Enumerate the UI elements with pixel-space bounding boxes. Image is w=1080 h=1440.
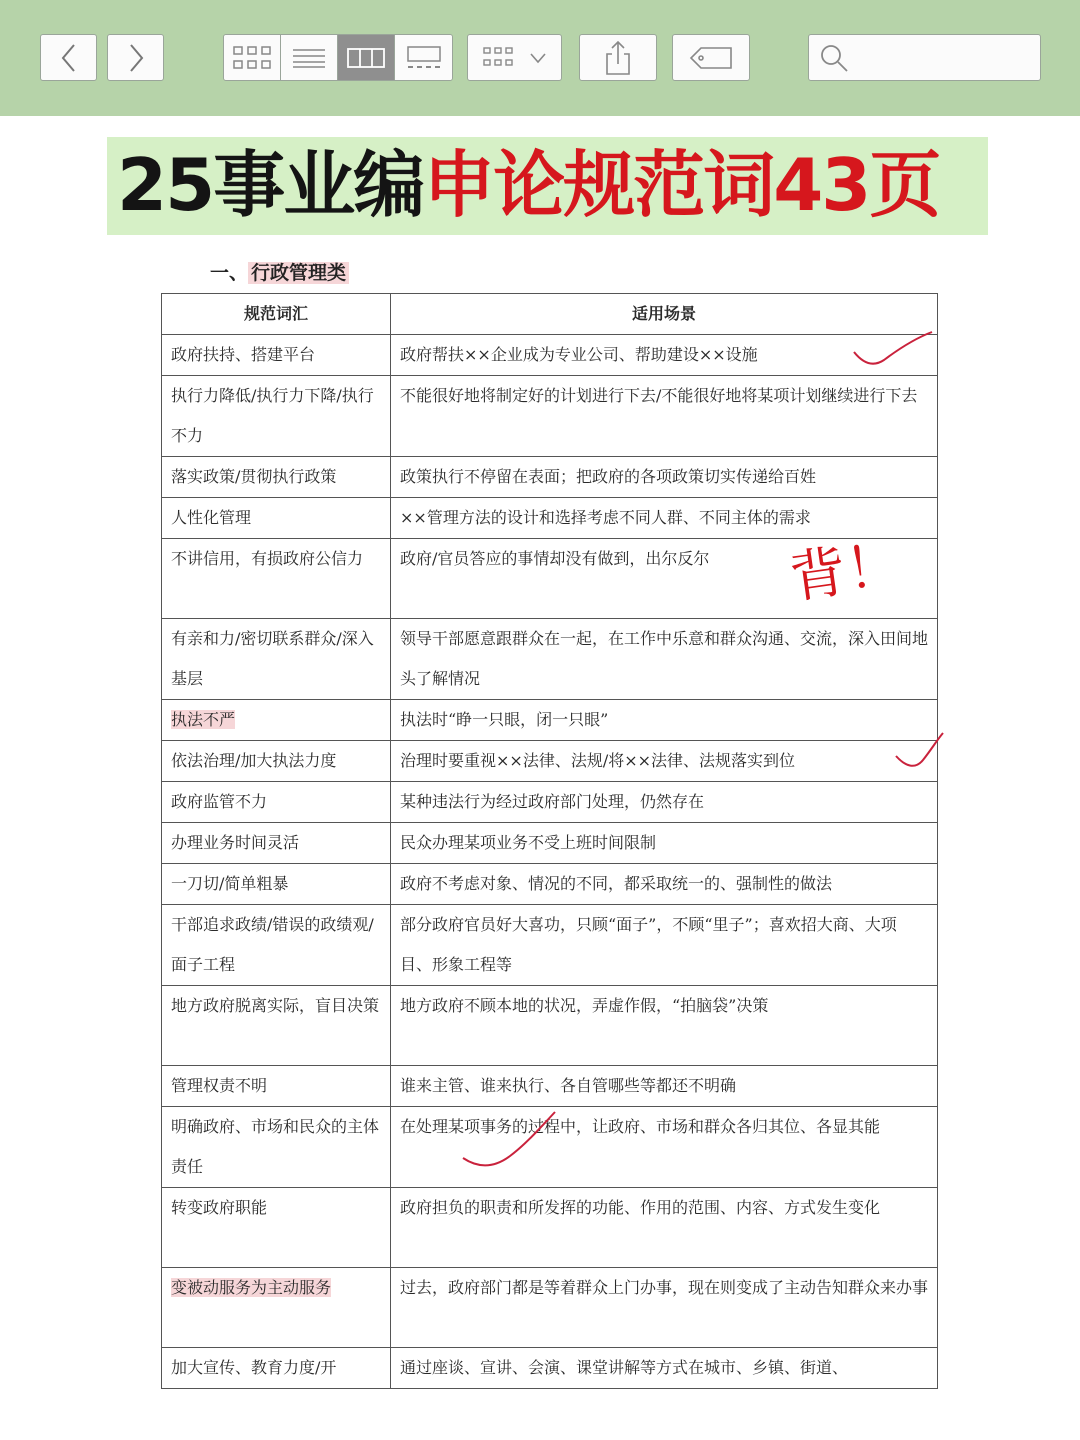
- term-cell: [162, 864, 391, 905]
- term-cell: [162, 741, 391, 782]
- forward-button[interactable]: [107, 34, 164, 81]
- scene-cell: 谁来主管、谁来执行、各自管哪些等都还不明确: [391, 1066, 938, 1107]
- vocab-table: [161, 293, 938, 1389]
- view-list-button[interactable]: [281, 35, 338, 80]
- title-prefix: 25事业编: [117, 143, 424, 227]
- scene-cell: 在处理某项事务的过程中，让政府、市场和群众各归其位、各显其能: [391, 1107, 938, 1188]
- table-row: [162, 457, 938, 498]
- term-text: 办理业务时间灵活: [171, 833, 300, 852]
- scene-cell: 政府帮扶××企业成为专业公司、帮助建设××设施: [391, 335, 938, 376]
- table-row: [162, 1348, 938, 1389]
- term-cell: [162, 1348, 391, 1389]
- table-row: [162, 376, 938, 457]
- scene-cell: 通过座谈、宣讲、会演、课堂讲解等方式在城市、乡镇、街道、: [391, 1348, 938, 1389]
- table-row: [162, 1107, 938, 1188]
- group-by-button[interactable]: [467, 34, 562, 81]
- scene-cell: 地方政府不顾本地的状况，弄虚作假，“拍脑袋”决策: [391, 986, 938, 1066]
- term-cell: [162, 700, 391, 741]
- toolbar: [0, 0, 1080, 116]
- section-heading: [210, 258, 349, 285]
- term-cell: [162, 619, 391, 700]
- term-cell: [162, 1107, 391, 1188]
- table-row: [162, 700, 938, 741]
- term-text: 不讲信用，有损政府公信力: [171, 549, 364, 568]
- scene-cell: 领导干部愿意跟群众在一起，在工作中乐意和群众沟通、交流，深入田间地头了解情况: [391, 619, 938, 700]
- term-text: 明确政府、市场和民众的主体责任: [171, 1117, 380, 1176]
- table-row: [162, 335, 938, 376]
- gallery-icon: [405, 45, 443, 71]
- table-row: [162, 498, 938, 539]
- back-button[interactable]: [40, 34, 97, 81]
- view-columns-button[interactable]: [338, 35, 395, 80]
- columns-icon: [346, 47, 386, 69]
- term-cell: [162, 539, 391, 619]
- term-text: 执法不严: [171, 710, 236, 729]
- term-text: 地方政府脱离实际，盲目决策: [171, 996, 380, 1015]
- section-label: 行政管理类: [248, 262, 349, 284]
- title-main: 申论规范词43页: [423, 143, 940, 227]
- table-row: [162, 1188, 938, 1268]
- term-text: 加大宣传、教育力度/开: [171, 1358, 337, 1377]
- term-cell: [162, 1188, 391, 1268]
- term-text: 依法治理/加大执法力度: [171, 751, 337, 770]
- scene-cell: 民众办理某项业务不受上班时间限制: [391, 823, 938, 864]
- search-field[interactable]: [808, 34, 1041, 81]
- term-text: 政府监管不力: [171, 792, 268, 811]
- table-row: [162, 1268, 938, 1348]
- term-text: 管理权责不明: [171, 1076, 268, 1095]
- term-text: 人性化管理: [171, 508, 252, 527]
- table-row: [162, 539, 938, 619]
- term-cell: [162, 376, 391, 457]
- term-cell: [162, 823, 391, 864]
- scene-cell: 某种违法行为经过政府部门处理，仍然存在: [391, 782, 938, 823]
- term-text: 政府扶持、搭建平台: [171, 345, 316, 364]
- share-icon: [603, 40, 633, 76]
- scene-cell: 部分政府官员好大喜功，只顾“面子”，不顾“里子”；喜欢招大商、大项目、形象工程等: [391, 905, 938, 986]
- term-text: 转变政府职能: [171, 1198, 268, 1217]
- term-cell: [162, 1268, 391, 1348]
- term-cell: [162, 986, 391, 1066]
- chevron-right-icon: [126, 42, 146, 74]
- scene-cell: 不能很好地将制定好的计划进行下去/不能很好地将某项计划继续进行下去: [391, 376, 938, 457]
- table-row: [162, 986, 938, 1066]
- scene-cell: 治理时要重视××法律、法规/将××法律、法规落实到位: [391, 741, 938, 782]
- tag-icon: [689, 46, 733, 70]
- scene-cell: 政策执行不停留在表面；把政府的各项政策切实传递给百姓: [391, 457, 938, 498]
- term-cell: [162, 457, 391, 498]
- term-cell: [162, 335, 391, 376]
- tag-button[interactable]: [672, 34, 750, 81]
- view-icons-button[interactable]: [224, 35, 281, 80]
- table-row: [162, 905, 938, 986]
- table-body: [162, 335, 938, 1389]
- scene-cell: 过去，政府部门都是等着群众上门办事，现在则变成了主动告知群众来办事: [391, 1268, 938, 1348]
- view-gallery-button[interactable]: [395, 35, 452, 80]
- table-row: [162, 864, 938, 905]
- list-icon: [292, 47, 326, 69]
- table-row: [162, 619, 938, 700]
- term-text: 有亲和力/密切联系群众/深入基层: [171, 629, 374, 688]
- table-header-row: [162, 294, 938, 335]
- term-text: 落实政策/贯彻执行政策: [171, 467, 337, 486]
- share-button[interactable]: [579, 34, 657, 81]
- handwritten-note: 背！: [785, 531, 906, 612]
- header-scene: 适用场景: [391, 294, 938, 335]
- table-row: [162, 741, 938, 782]
- chevron-down-icon: [528, 51, 548, 65]
- view-mode-selector: [223, 34, 453, 81]
- header-term: 规范词汇: [162, 294, 391, 335]
- grid-options-icon: [482, 45, 522, 71]
- term-cell: [162, 1066, 391, 1107]
- search-icon: [819, 43, 849, 73]
- table-row: [162, 782, 938, 823]
- term-cell: [162, 905, 391, 986]
- chevron-left-icon: [59, 42, 79, 74]
- scene-cell: 政府/官员答应的事情却没有做到，出尔反尔: [391, 539, 938, 619]
- section-number: 一、: [210, 262, 249, 284]
- term-text: 变被动服务为主动服务: [171, 1278, 332, 1297]
- term-text: 干部追求政绩/错误的政绩观/面子工程: [171, 915, 374, 974]
- icon-grid-icon: [232, 45, 272, 71]
- scene-cell: 政府不考虑对象、情况的不同，都采取统一的、强制性的做法: [391, 864, 938, 905]
- page-title: [117, 136, 939, 234]
- scene-cell: 执法时“睁一只眼，闭一只眼”: [391, 700, 938, 741]
- term-cell: [162, 498, 391, 539]
- scene-cell: ××管理方法的设计和选择考虑不同人群、不同主体的需求: [391, 498, 938, 539]
- table-row: [162, 823, 938, 864]
- term-cell: [162, 782, 391, 823]
- term-text: 执行力降低/执行力下降/执行不力: [171, 386, 374, 445]
- scene-cell: 政府担负的职责和所发挥的功能、作用的范围、内容、方式发生变化: [391, 1188, 938, 1268]
- table-row: [162, 1066, 938, 1107]
- term-text: 一刀切/简单粗暴: [171, 874, 289, 893]
